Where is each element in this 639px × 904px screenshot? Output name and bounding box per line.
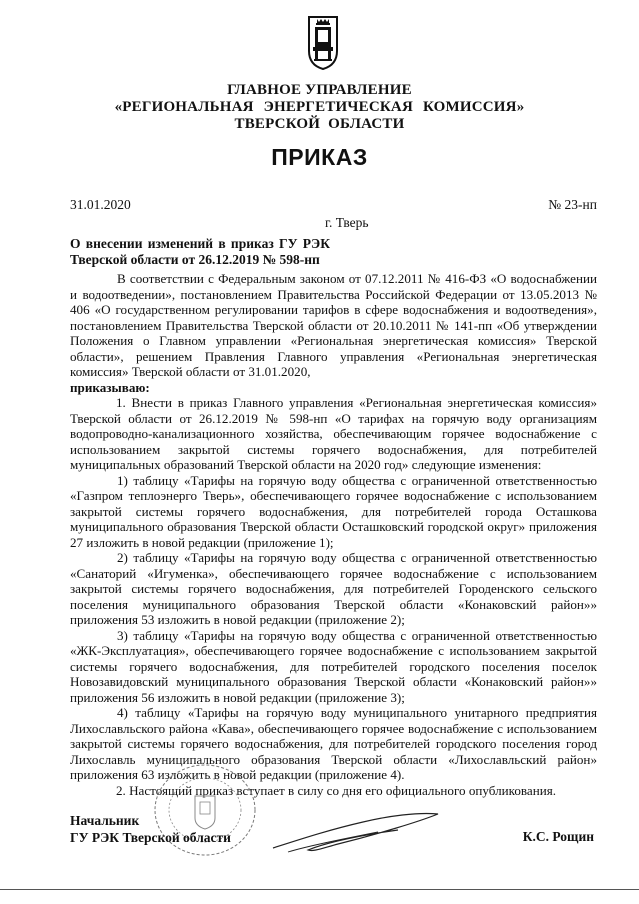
order-word: приказываю:	[70, 379, 150, 395]
document-number: № 23-нп	[548, 197, 597, 212]
signer-position-line-1: Начальник	[70, 813, 140, 828]
org-name-line-1: ГЛАВНОЕ УПРАВЛЕНИЕ	[227, 82, 412, 98]
org-name-line-2: «РЕГИОНАЛЬНАЯ ЭНЕРГЕТИЧЕСКАЯ КОМИССИЯ»	[114, 99, 525, 115]
org-name-line-3: ТВЕРСКОЙ ОБЛАСТИ	[234, 116, 405, 132]
preamble-paragraph: В соответствии с Федеральным законом от 07.12.2011 № 416-ФЗ «О водоснабжении и водоотведении», постановлением Правительства Российской Федерации от 13.05.2013 № 406 «О государственном регулировании тарифов в сфере водоснабжения и водоотведения», постановлением Правительства Тверской области от 20.10.2011 № 141-пп «Об утверждении Положения о Главном управлении «Региональная энергетическая комиссия» Тверской области», решением Правления Главного управления «Региональная энергетическая комиссия» Тверской области от 31.01.2020,	[70, 271, 597, 379]
order-subitem-4: 4) таблицу «Тарифы на горячую воду муниципального унитарного предприятия Лихославльского района «Кава», обеспечивающего горячее водоснабжение с использованием закрытой системы горячего водоснабжения, для потребителей городского поселения город Лихославль муниципального образования Тверской области «Лихославльский район» приложения 63 изложить в новой редакции (приложение 4).	[70, 705, 597, 782]
handwritten-signature-icon	[268, 800, 443, 860]
signer-name: К.С. Рощин	[522, 829, 594, 844]
bottom-divider	[0, 889, 639, 890]
order-subitem-3: 3) таблицу «Тарифы на горячую воду общества с ограниченной ответственностью «ЖК-Эксплуатация», обеспечивающего горячее водоснабжение с использованием закрытой системы горячего водоснабжения, для потребителей городского поселения поселок Новозавидовский муниципального образования Тверской области «Конаковский район»» приложения 56 изложить в новой редакции (приложение 3);	[70, 627, 597, 705]
tver-coat-of-arms-icon	[306, 13, 340, 71]
signer-position	[70, 812, 231, 846]
document-date: 31.01.2020	[70, 197, 131, 212]
document-city: г. Тверь	[325, 215, 369, 230]
order-subitem-2: 2) таблицу «Тарифы на горячую воду общества с ограниченной ответственностью «Санаторий «Игуменка», обеспечивающего горячее водоснабжение с использованием закрытой системы горячего водоснабжения, для потребителей Городенского сельского поселения муниципального образования Тверской области «Конаковский район»» приложения 53 изложить в новой редакции (приложение 2);	[70, 550, 597, 627]
document-body	[70, 271, 597, 798]
order-subitem-1: 1) таблицу «Тарифы на горячую воду общества с ограниченной ответственностью «Газпром теплоэнерго Тверь», обеспечивающего горячее водоснабжение с использованием закрытой системы горячего водоснабжения, для потребителей города Осташкова муниципального образования Тверской области Осташковский городской округ» приложения 27 изложить в новой редакции (приложение 1);	[70, 472, 597, 550]
document-type-title: ПРИКАЗ	[271, 144, 368, 170]
document-subject: О внесении изменений в приказ ГУ РЭК Тверской области от 26.12.2019 № 598-нп	[70, 236, 330, 267]
signer-position-line-2: ГУ РЭК Тверской области	[70, 830, 231, 845]
order-item-2: 2. Настоящий приказ вступает в силу со дня его официального опубликования.	[116, 782, 557, 798]
order-item-1: 1. Внести в приказ Главного управления «Региональная энергетическая комиссия» Тверской области от 26.12.2019 № 598-нп «О тарифах на горячую воду организациям водопроводно-канализационного хозяйства, обеспечивающим горячее водоснабжение с использованием закрытой системы горячего водоснабжения, для потребителей муниципальных образований Тверской области на 2020 год» следующие изменения:	[70, 395, 597, 472]
